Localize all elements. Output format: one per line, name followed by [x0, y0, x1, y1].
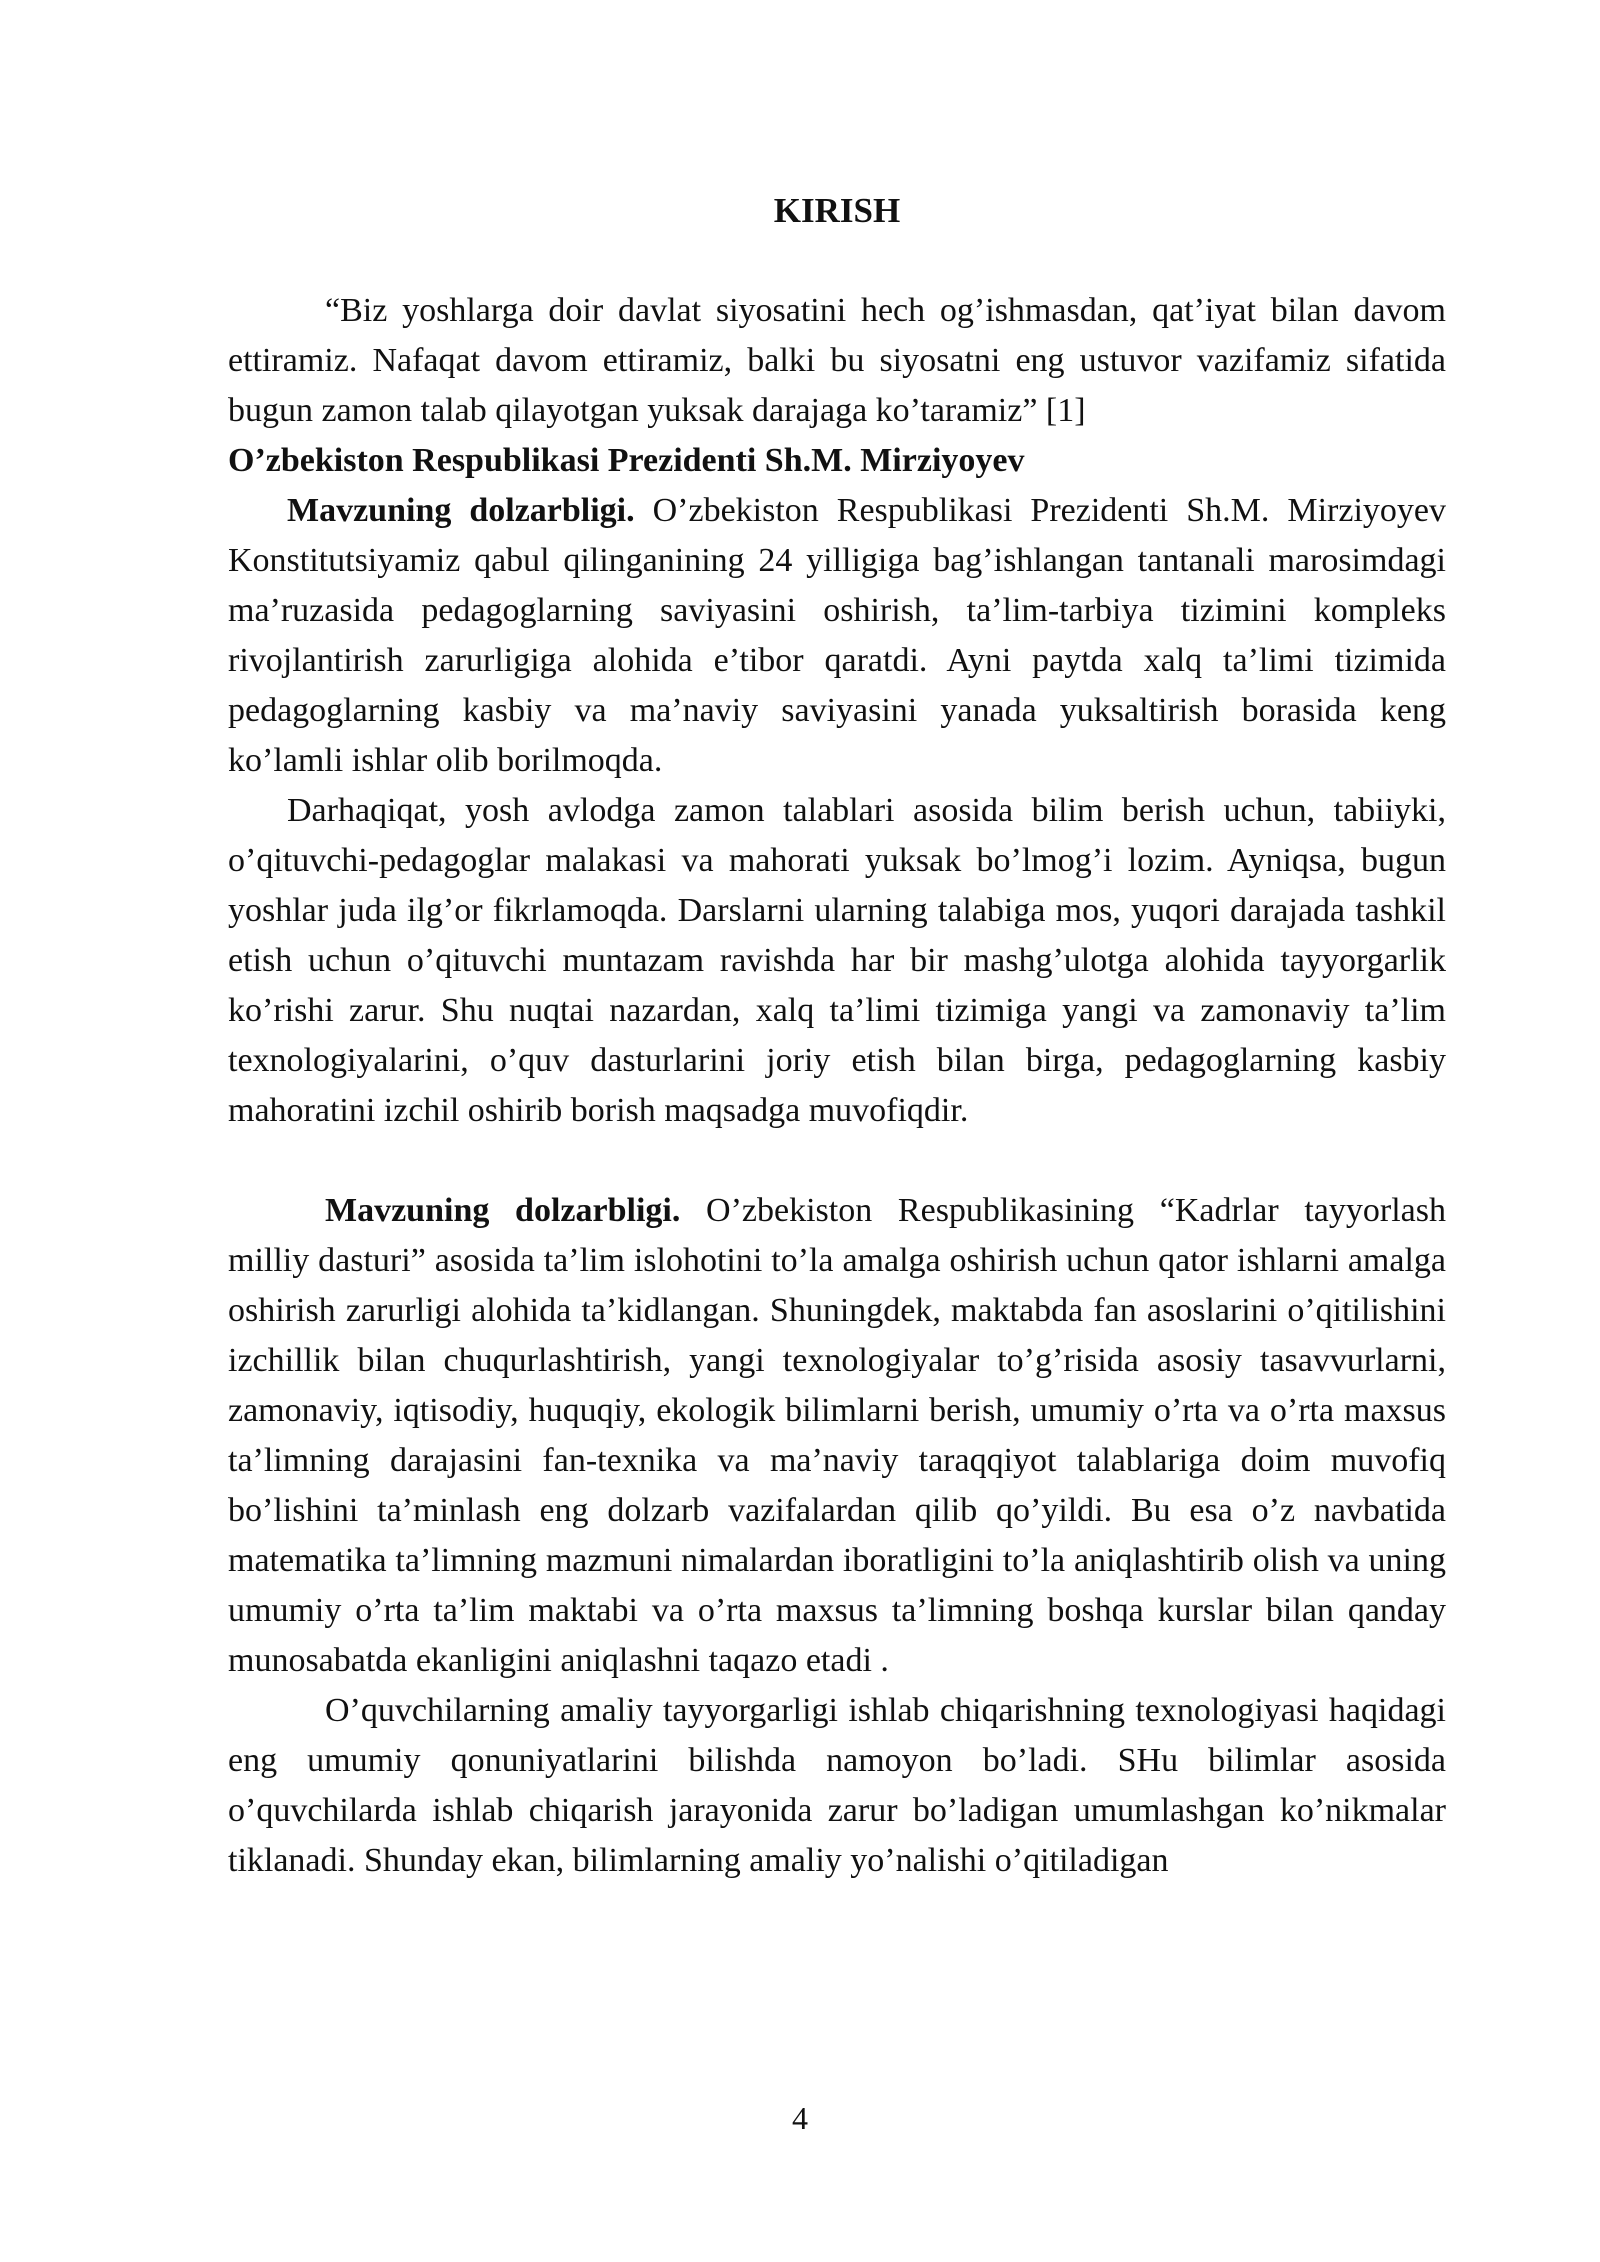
paragraph-body-4: O’quvchilarning amaliy tayyorgarligi ishlab chiqarishning texnologiyasi haqidagi eng umumiy qonuniyatlarini bilishda namoyon bo’ladi. SHu bilimlar asosida o’quvchilarda ishlab chiqarish jarayonida zarur bo’ladigan umumlashgan ko’nikmalar tiklanadi. Shunday ekan, bilimlarning amaliy yo’nalishi o’qitiladigan [228, 1692, 1446, 1879]
epigraph-quote: “Biz yoshlarga doir davlat siyosatini hech og’ishmasdan, qat’iyat bilan davom ettiramiz. Nafaqat davom ettiramiz, balki bu siyosatni eng ustuvor vazifamiz sifatida bugun zamon talab qilayotgan yuksak darajaga ko’taramiz” [1] [228, 292, 1446, 429]
paragraph-text: O’zbekiston Respublikasining “Kadrlar tayyorlash milliy dasturi” asosida ta’lim islohotini to’la amalga oshirish uchun qator ishlarni amalga oshirish zarurligi alohida ta’kidlangan. Shuningdek, maktabda fan asoslarini o’qitilishini izchillik bilan chuqurlashtirish, yangi texnologiyalar to’g’risida asosiy tasavvurlarni, zamonaviy, iqtisodiy, huquqiy, ekologik bilimlarni berish, umumiy o’rta va o’rta maxsus ta’limning darajasini fan-texnika va ma’naviy taraqqiyot talablariga doim muvofiq bo’lishini ta’minlash eng dolzarb vazifalardan qilib qo’yildi. Bu esa o’z navbatida matematika ta’limning mazmuni nimalardan iboratligini to’la aniqlashtirib olish va uning umumiy o’rta ta’lim maktabi va o’rta maxsus ta’limning boshqa kurslar bilan qanday munosabatda ekanligini aniqlashni taqazo etadi . [228, 1192, 1446, 1679]
paragraph-body-2: Darhaqiqat, yosh avlodga zamon talablari asosida bilim berish uchun, tabiiyki, o’qituvchi-pedagoglar malakasi va mahorati yuksak bo’lmog’i lozim. Ayniqsa, bugun yoshlar juda ilg’or fikrlamoqda. Darslarni ularning talabiga mos, yuqori darajada tashkil etish uchun o’qituvchi muntazam ravishda har bir mashg’ulotga alohida tayyorgarlik ko’rishi zarur. Shu nuqtai nazardan, xalq ta’limi tizimiga yangi va zamonaviy ta’lim texnologiyalarini, o’quv dasturlarini joriy etish bilan birga, pedagoglarning kasbiy mahoratini izchil oshirib borish maqsadga muvofiqdir. [228, 792, 1446, 1129]
page-number: 4 [792, 2100, 808, 2136]
section-heading: KIRISH [773, 191, 901, 230]
page-content [228, 186, 1446, 1886]
epigraph-author: O’zbekiston Respublikasi Prezidenti Sh.M. Mirziyoyev [228, 442, 1025, 479]
paragraph-gap [228, 1136, 1446, 1186]
paragraph-relevance-1 [228, 486, 1446, 786]
paragraph-relevance-2 [228, 1186, 1446, 1686]
paragraph-text: O’zbekiston Respublikasi Prezidenti Sh.M. Mirziyoyev Konstitutsiyamiz qabul qilinganining 24 yilligiga bag’ishlangan tantanali marosimdagi ma’ruzasida pedagoglarning saviyasini oshirish, ta’lim-tarbiya tizimini kompleks rivojlantirish zarurligiga alohida e’tibor qaratdi. Ayni paytda xalq ta’limi tizimida pedagoglarning kasbiy va ma’naviy saviyasini yanada yuksaltirish borasida keng ko’lamli ishlar olib borilmoqda. [228, 492, 1446, 779]
paragraph-lead: Mavzuning dolzarbligi. [287, 492, 635, 529]
paragraph-lead: Mavzuning dolzarbligi. [325, 1192, 681, 1229]
